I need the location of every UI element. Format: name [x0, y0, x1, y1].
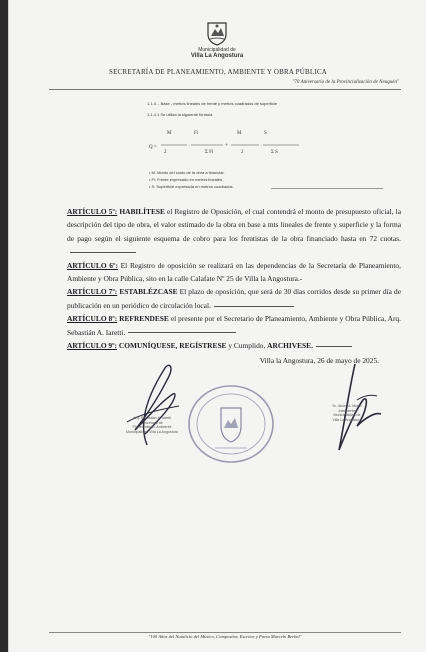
- article-5-keyword: HABILÍTESE: [119, 207, 165, 216]
- snippet-bullet-2: • Fl: Frente expresado en metros lineales.: [149, 177, 224, 182]
- articles-body: [67, 205, 401, 352]
- article-5-text: el Registro de Oposición, el cual contendrá el monto de presupuesto oficial, la descripción del tipo de obra, el valor estimado de la obra en base a mts lineales de frente y superficie y la forma de pago según el siguiente esquema de cobro para los frentistas de la obra financiado hasta en 72 cuotas.: [67, 207, 401, 243]
- municipality-heading: [159, 47, 275, 59]
- article-8: [67, 312, 401, 339]
- article-8-text: el presente por el Secretario de Planeamiento, Ambiente y Obra Pública, Arq. Sebastián A. Iaretti.: [67, 314, 401, 337]
- article-6: [67, 259, 401, 286]
- snippet-underline: [271, 188, 383, 189]
- date-line: Villa la Angostura, 26 de mayo de 2025.: [259, 356, 379, 365]
- formula-lhs: Q =: [149, 145, 157, 150]
- article-7-text: El plazo de oposición, que será de 30 días corridos desde su primer día de publicación en un periódico de circulación local.: [67, 287, 401, 310]
- secretaria-title: SECRETARÍA DE PLANEAMIENTO, AMBIENTE Y OBRA PÚBLICA: [108, 68, 328, 76]
- formula-fraction-lines: [159, 139, 309, 151]
- article-9-text: y Cumplido,: [226, 341, 268, 351]
- footer-divider: [49, 632, 401, 633]
- formula-divisor-2: Σ Fl: [205, 150, 214, 155]
- snippet-bullet-3: • S: Superficie expresada en metros cuadrados.: [149, 184, 234, 189]
- header-motto: "70 Aniversario de la Provincialización de Neuquén": [292, 80, 399, 85]
- article-5-label: ARTÍCULO 5º:: [67, 207, 118, 216]
- formula-divisor-1: 2: [164, 150, 167, 155]
- right-signature-caption: Sr. Javier A. Murer Intendente Municipalidad de Villa La Angostura: [332, 404, 362, 422]
- article-7: [67, 285, 401, 312]
- municipality-label: Municipalidad de: [198, 47, 236, 53]
- formula-term-1: M: [167, 131, 172, 136]
- svg-text:·: ·: [260, 143, 262, 149]
- svg-text:·: ·: [188, 143, 190, 149]
- formula-term-2: Fl: [194, 131, 199, 136]
- article-7-keyword: ESTABLÉZCASE: [119, 287, 178, 297]
- article-6-text: El Registro de oposición se realizará en las dependencias de la Secretaría de Planeamiento, Ambiente y Obra Pública, sito en la calle Calafate Nº 25 de Villa la Angostura.-: [67, 260, 401, 284]
- document-page: [8, 0, 426, 652]
- article-8-keyword: REFRENDESE: [119, 314, 169, 324]
- article-7-label: ARTÍCULO 7º:: [67, 287, 118, 297]
- svg-text:+: +: [225, 143, 229, 149]
- footer-motto: "100 Años del Natalicio del Músico, Compositor, Escritor y Poeta Marcelo Berbel": [148, 634, 302, 639]
- header-divider: [49, 89, 401, 90]
- formula-term-4: S: [264, 131, 267, 136]
- official-seal-icon: [185, 382, 277, 466]
- formula-term-3: M: [237, 131, 242, 136]
- coat-of-arms-logo: [204, 20, 230, 46]
- article-9: [67, 339, 401, 352]
- article-8-label: ARTÍCULO 8º:: [67, 314, 118, 324]
- left-signature-caption: Arq. Sebastián A. Iaretti Secretario de Planeamiento, Ambiente Municipalidad Villa La Angostura: [126, 416, 178, 434]
- formula-divisor-3: 2: [241, 150, 244, 155]
- article-6-label: ARTÍCULO 6º:: [67, 260, 118, 270]
- article-9-label: ARTÍCULO 9º:: [67, 341, 118, 351]
- article-9-keyword-2: ARCHIVESE.: [267, 341, 313, 351]
- municipality-name: Villa La Angostura: [190, 53, 244, 59]
- article-9-keyword: COMUNÍQUESE, REGÍSTRESE: [118, 341, 227, 351]
- article-5: [67, 205, 401, 259]
- snippet-line-2: 1.1.4.1 Se utiliza la siguiente fórmula: [147, 112, 213, 117]
- snippet-line-1: 1.1.4. - Base - metros lineales de frente y metros cuadrados de superficie: [147, 101, 278, 106]
- left-signature-icon: [117, 360, 187, 450]
- snippet-bullet-1: • M: Monto del costo de la obra a financiar.: [149, 170, 225, 175]
- formula-divisor-4: Σ S: [271, 150, 278, 155]
